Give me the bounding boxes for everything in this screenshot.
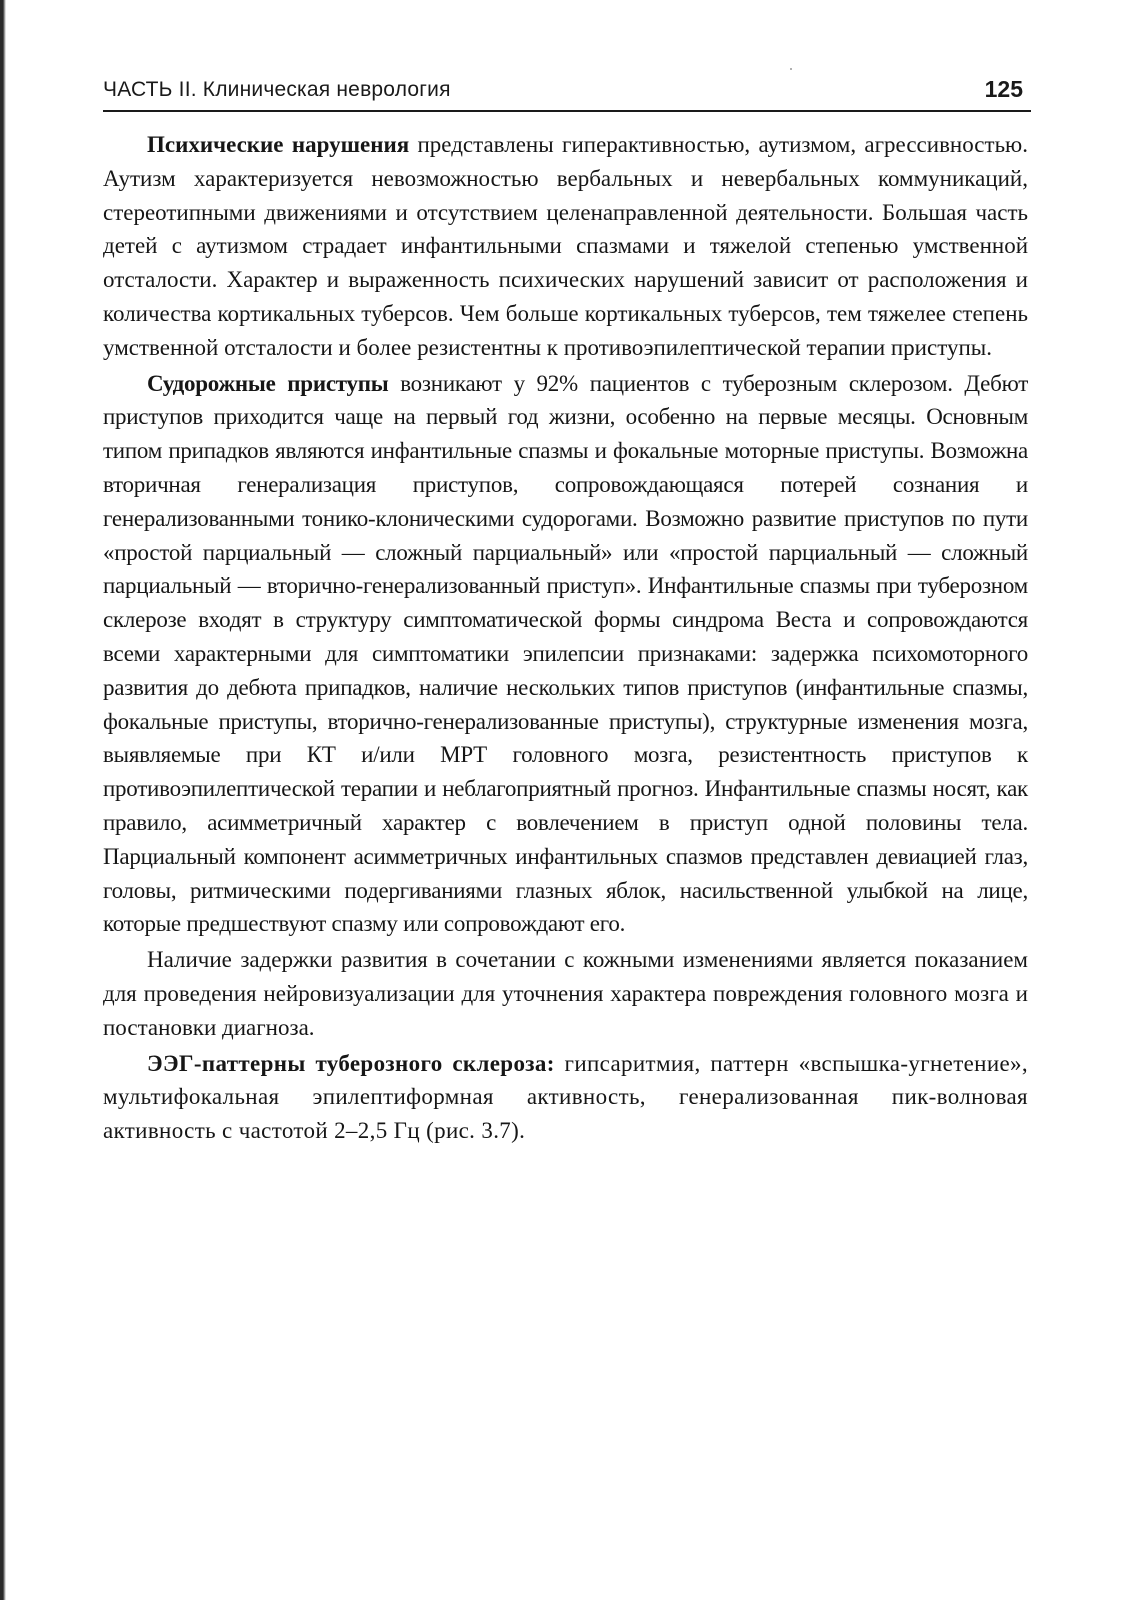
paragraph-lead: Судорожные приступы	[147, 370, 389, 396]
scan-speck	[790, 68, 792, 70]
page-body	[103, 128, 1028, 1148]
paragraph-text: представлены гиперактивностью, аутизмом, агрессивностью. Аутизм характеризуется невозможностью вербальных и невербальных коммуникаций, стереотипными движениями и отсутствием целенаправленной деятельности. Большая часть детей с аутизмом страдает инфантильными спазмами и тяжелой степенью умственной отсталости. Характер и выраженность психических нарушений зависит от расположения и количества кортикальных туберсов. Чем больше кортикальных туберсов, тем тяжелее степень умственной отсталости и более резистентны к противоэпилептической терапии приступы.	[103, 132, 1028, 360]
running-header-title: ЧАСТЬ II. Клиническая неврология	[103, 78, 451, 101]
paragraph-text: гипсаритмия, паттерн «вспышка-угнетение», мультифокальная эпилептиформная активность, генерализованная пик-волновая активность с частотой 2–2,5 Гц (рис. 3.7).	[103, 1050, 1028, 1144]
paragraph-neuroimaging	[103, 943, 1028, 1044]
paragraph-mental-disorders	[103, 128, 1028, 365]
paragraph-text: Наличие задержки развития в сочетании с кожными изменениями является показанием для проведения нейровизуализации для уточнения характера повреждения головного мозга и постановки диагноза.	[103, 947, 1028, 1040]
running-header	[103, 76, 1031, 112]
page-number: 125	[984, 76, 1023, 102]
paragraph-lead: Психические нарушения	[147, 132, 410, 157]
paragraph-lead: ЭЭГ-паттерны туберозного склероза:	[147, 1050, 555, 1076]
paragraph-eeg-patterns	[103, 1047, 1028, 1148]
scan-binding-edge	[0, 0, 6, 1600]
paragraph-text: возникают у 92% пациентов с туберозным склерозом. Дебют приступов приходится чаще на первый год жизни, особенно на первые месяцы. Основным типом припадков являются инфантильные спазмы и фокальные моторные приступы. Возможна вторичная генерализация приступов, сопровождающаяся потерей сознания и генерализованными тонико-клоническими судорогами. Возможно развитие приступов по пути «простой парциальный — сложный парциальный» или «простой парциальный — сложный парциальный — вторично-генерализованный приступ». Инфантильные спазмы при туберозном склерозе входят в структуру симптоматической формы синдрома Веста и сопровождаются всеми характерными для симптоматики эпилепсии признаками: задержка психомоторного развития до дебюта припадков, наличие нескольких типов приступов (инфантильные спазмы, фокальные приступы, вторично-генерализованные приступы), структурные изменения мозга, выявляемые при КТ и/или МРТ головного мозга, резистентность приступов к противоэпилептической терапии и неблагоприятный прогноз. Инфантильные спазмы носят, как правило, асимметричный характер с вовлечением в приступ одной половины тела. Парциальный компонент асимметричных инфантильных спазмов представлен девиацией глаз, головы, ритмическими подергиваниями глазных яблок, насильственной улыбкой на лице, которые предшествуют спазму или сопровождают его.	[103, 370, 1028, 937]
paragraph-seizures	[103, 367, 1028, 942]
